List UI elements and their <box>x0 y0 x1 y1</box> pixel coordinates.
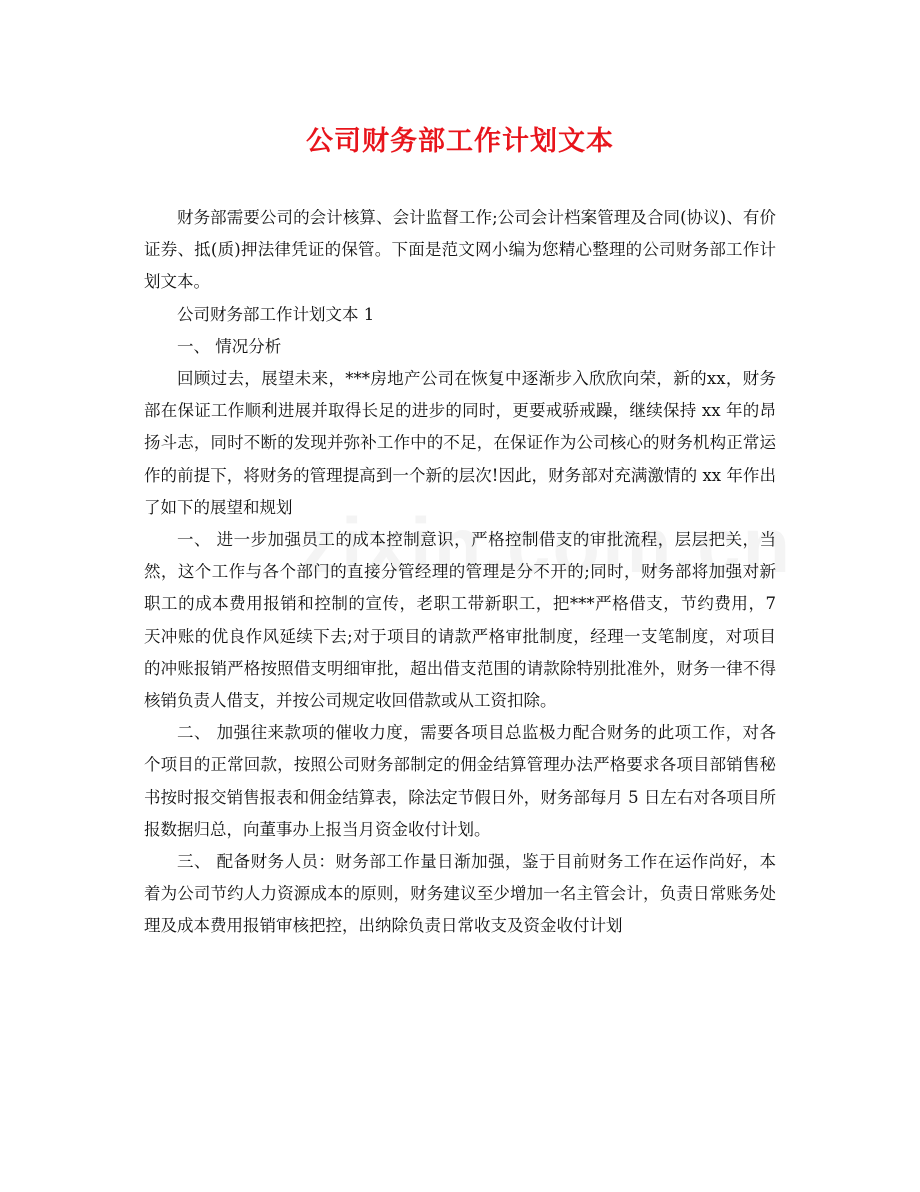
intro-paragraph: 财务部需要公司的会计核算、会计监督工作;公司会计档案管理及合同(协议)、有价证券、抵(质)押法律凭证的保管。下面是范文网小编为您精心整理的公司财务部工作计划文本。 <box>144 208 776 292</box>
body-paragraph: 三、 配备财务人员：财务部工作量日渐加强，鉴于目前财务工作在运作尚好，本着为公司节约人力资源成本的原则，财务建议至少增加一名主管会计，负责日常账务处理及成本费用报销审核把控，出纳除负责日常收支及资金收付计划 <box>144 852 776 936</box>
document-body <box>144 202 776 943</box>
body-paragraph: 二、 加强往来款项的催收力度，需要各项目总监极力配合财务的此项工作，对各个项目的正常回款，按照公司财务部制定的佣金结算管理办法严格要求各项目部销售秘书按时报交销售报表和佣金结算表，除法定节假日外，财务部每月 5 日左右对各项目所报数据归总，向董事办上报当月资金收付计划。 <box>144 723 776 839</box>
subsection-heading: 一、 情况分析 <box>177 336 282 356</box>
body-paragraph: 一、 进一步加强员工的成本控制意识，严格控制借支的审批流程，层层把关，当然，这个工作与各个部门的直接分管经理的管理是分不开的;同时，财务部将加强对新职工的成本费用报销和控制的宣传，老职工带新职工，把***严格借支，节约费用，7 天冲账的优良作风延续下去;对于项目的请款严格审批制度，经理一支笔制度，对项目的冲账报销严格按照借支明细审批，超出借支范围的请款除特别批准外，财务一律不得核销负责人借支，并按公司规定收回借款或从工资扣除。 <box>144 530 776 711</box>
section-heading: 公司财务部工作计划文本 1 <box>177 304 375 324</box>
document-title: 公司财务部工作计划文本 <box>306 126 614 157</box>
body-paragraph: 回顾过去，展望未来，***房地产公司在恢复中逐渐步入欣欣向荣，新的xx，财务部在保证工作顺利进展并取得长足的进步的同时，更要戒骄戒躁，继续保持 xx 年的昂扬斗志，同时不断的发现并弥补工作中的不足，在保证作为公司核心的财务机构正常运作的前提下，将财务的管理提高到一个新的层次!因此，财务部对充满激情的 xx 年作出了如下的展望和规划 <box>144 369 776 517</box>
